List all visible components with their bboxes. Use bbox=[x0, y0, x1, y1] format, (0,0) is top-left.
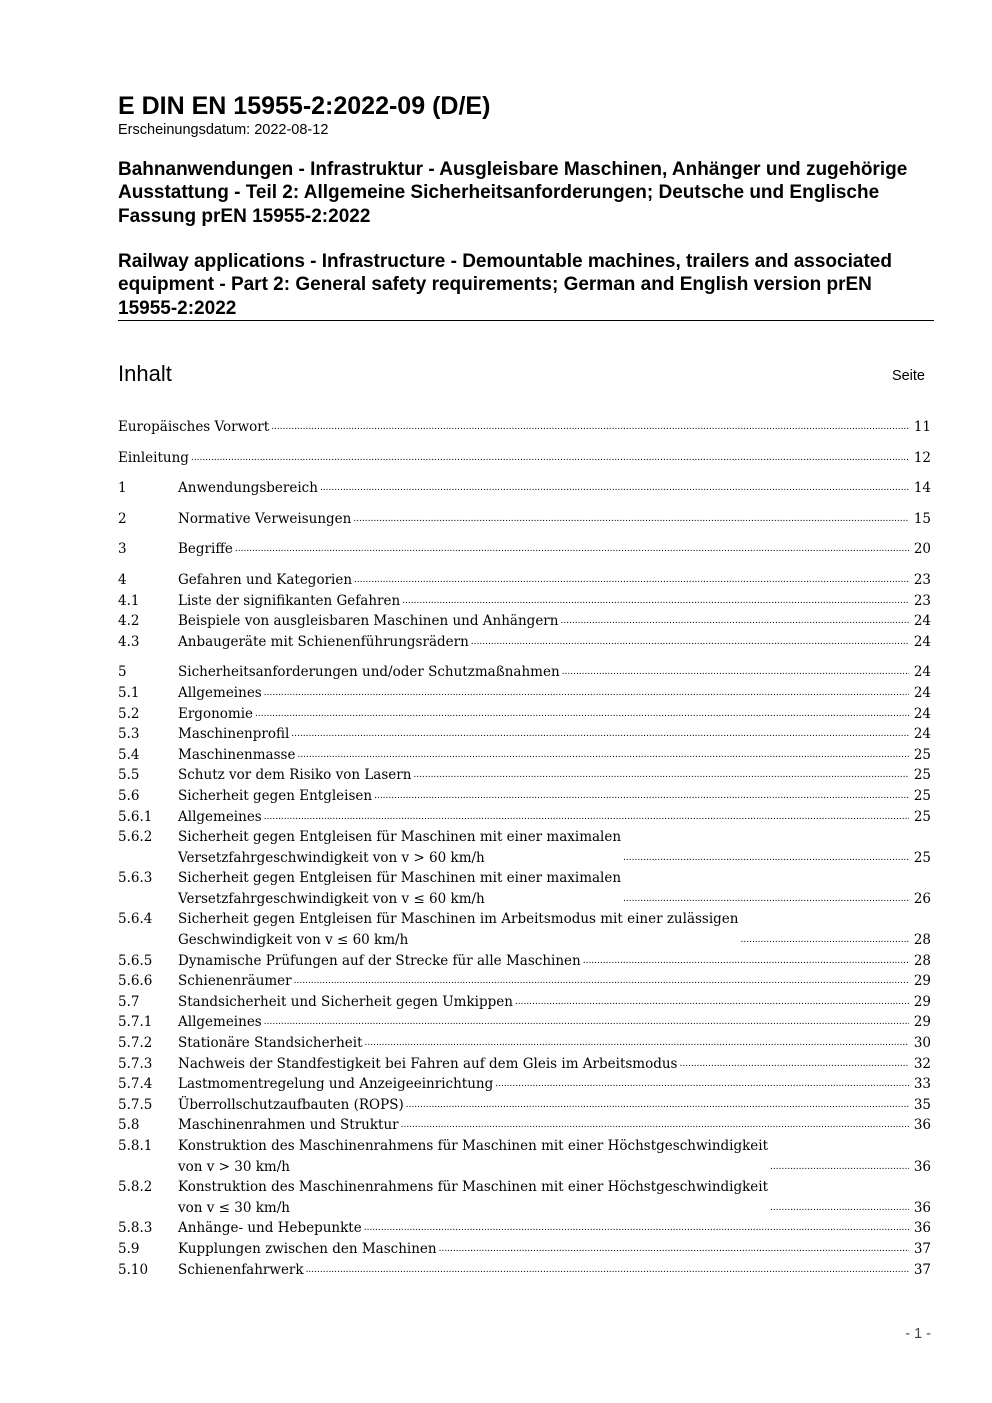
toc-entry-page: 28 bbox=[913, 952, 931, 969]
toc-entry-number: 5.7.1 bbox=[118, 1014, 153, 1031]
toc-entry[interactable] bbox=[118, 951, 931, 972]
toc-entry-page: 33 bbox=[913, 1076, 931, 1093]
toc-entry-page: 25 bbox=[913, 767, 931, 784]
toc-entry-title: Maschinenprofil bbox=[178, 726, 290, 743]
toc-entry-number: 5.6.3 bbox=[118, 870, 153, 887]
toc-entry-page: 24 bbox=[913, 705, 931, 722]
toc-entry[interactable] bbox=[118, 478, 931, 499]
toc-entry-number: 5.7.4 bbox=[118, 1076, 153, 1093]
toc-dot-leader bbox=[271, 415, 909, 438]
toc-entry-title: Europäisches Vorwort bbox=[118, 419, 270, 435]
toc-entry-page: 25 bbox=[913, 787, 931, 804]
toc-dot-leader bbox=[471, 630, 909, 653]
toc-entry-title: Überrollschutzaufbauten (ROPS) bbox=[178, 1096, 404, 1113]
toc-page-column-label: Seite bbox=[891, 368, 925, 384]
toc-entry-title: Sicherheit gegen Entgleisen für Maschinen mit einer maximalen bbox=[178, 829, 622, 846]
toc-entry-title: Konstruktion des Maschinenrahmens für Maschinen mit einer Höchstgeschwindigkeit bbox=[178, 1138, 769, 1154]
toc-entry[interactable] bbox=[118, 724, 931, 745]
toc-entry-number: 5 bbox=[118, 664, 127, 681]
table-of-contents bbox=[118, 417, 931, 1280]
toc-entry-title: Normative Verweisungen bbox=[178, 510, 352, 527]
toc-entry-title: Beispiele von ausgleisbaren Maschinen und Anhängern bbox=[178, 613, 559, 630]
toc-entry-page: 14 bbox=[913, 480, 931, 497]
toc-entry-number: 5.2 bbox=[118, 705, 140, 722]
toc-entry-page: 24 bbox=[913, 613, 931, 630]
toc-dot-leader bbox=[306, 1258, 909, 1281]
toc-entry-title: Lastmomentregelung und Anzeigeeinrichtung bbox=[178, 1076, 494, 1093]
toc-entry-title: Maschinenmasse bbox=[178, 746, 296, 763]
toc-entry[interactable] bbox=[118, 807, 931, 828]
toc-entry-number: 5.8.3 bbox=[118, 1220, 153, 1237]
title-german: Bahnanwendungen - Infrastruktur - Ausgleisbare Maschinen, Anhänger und zugehörige Ausstattung - Teil 2: Allgemeine Sicherheitsanforderungen; Deutsche und Englische Fassung prEN 15955-2:2022 bbox=[118, 159, 908, 227]
toc-entry-title: Sicherheit gegen Entgleisen für Maschinen im Arbeitsmodus mit einer zulässigen bbox=[178, 911, 739, 928]
toc-dot-leader bbox=[562, 660, 909, 683]
toc-entry-title: Gefahren und Kategorien bbox=[178, 571, 353, 588]
toc-dot-leader bbox=[255, 702, 909, 725]
toc-entry-title: Allgemeines bbox=[178, 808, 262, 825]
toc-entry[interactable] bbox=[118, 448, 931, 469]
toc-entry-number: 5.8.1 bbox=[118, 1138, 153, 1154]
toc-entry-number: 5.7.5 bbox=[118, 1096, 153, 1113]
toc-dot-leader bbox=[353, 507, 909, 530]
toc-entry-title: Standsicherheit und Sicherheit gegen Umkippen bbox=[178, 993, 513, 1010]
toc-dot-leader bbox=[264, 681, 909, 704]
toc-entry[interactable] bbox=[118, 570, 931, 591]
toc-entry-page: 20 bbox=[913, 541, 931, 558]
toc-entry-page: 12 bbox=[913, 449, 931, 466]
toc-entry[interactable] bbox=[118, 1177, 931, 1218]
toc-dot-leader bbox=[406, 1093, 909, 1116]
toc-dot-leader bbox=[402, 589, 909, 612]
toc-dot-leader bbox=[291, 722, 909, 745]
toc-entry-page: 24 bbox=[913, 633, 931, 650]
toc-dot-leader bbox=[320, 476, 909, 499]
header-divider bbox=[118, 320, 934, 321]
toc-entry[interactable] bbox=[118, 1260, 931, 1281]
toc-dot-leader bbox=[294, 969, 909, 992]
toc-entry-title: Begriffe bbox=[178, 541, 233, 558]
toc-entry-page: 25 bbox=[913, 849, 931, 866]
toc-entry-number: 4.1 bbox=[118, 592, 140, 609]
toc-entry-title: Nachweis der Standfestigkeit bei Fahren auf dem Gleis im Arbeitsmodus bbox=[178, 1055, 678, 1072]
toc-dot-leader bbox=[515, 990, 909, 1013]
toc-entry-page: 28 bbox=[913, 932, 931, 949]
toc-entry-title: Stationäre Standsicherheit bbox=[178, 1035, 363, 1052]
toc-entry-title-continued: von v > 30 km/h bbox=[178, 1158, 290, 1175]
toc-entry-page: 23 bbox=[913, 571, 931, 588]
toc-dot-leader bbox=[583, 949, 909, 972]
toc-entry-title: Sicherheit gegen Entgleisen bbox=[178, 787, 373, 804]
toc-entry-page: 24 bbox=[913, 664, 931, 681]
toc-dot-leader bbox=[401, 1113, 909, 1136]
toc-dot-leader bbox=[413, 763, 909, 786]
toc-entry-title: Anbaugeräte mit Schienenführungsrädern bbox=[178, 633, 469, 650]
toc-entry[interactable] bbox=[118, 1012, 931, 1033]
toc-entry-title: Anwendungsbereich bbox=[178, 480, 318, 497]
toc-entry-number: 5.6.5 bbox=[118, 952, 153, 969]
toc-entry[interactable] bbox=[118, 1136, 931, 1177]
toc-entry[interactable] bbox=[118, 662, 931, 683]
toc-entry-number: 5.6.6 bbox=[118, 973, 153, 990]
toc-entry-page: 37 bbox=[913, 1261, 931, 1278]
toc-dot-leader bbox=[495, 1072, 909, 1095]
toc-dot-leader bbox=[354, 568, 909, 591]
toc-entry[interactable] bbox=[118, 417, 931, 438]
toc-entry[interactable] bbox=[118, 992, 931, 1013]
toc-entry-number: 2 bbox=[118, 510, 127, 527]
toc-entry-title-continued: von v ≤ 30 km/h bbox=[178, 1199, 290, 1216]
toc-entry-title: Konstruktion des Maschinenrahmens für Maschinen mit einer Höchstgeschwindigkeit bbox=[178, 1179, 769, 1196]
toc-entry-page: 32 bbox=[913, 1055, 931, 1072]
page-number: - 1 - bbox=[905, 1326, 931, 1342]
toc-dot-leader bbox=[439, 1237, 909, 1260]
toc-dot-leader bbox=[235, 537, 909, 560]
toc-entry-title: Liste der signifikanten Gefahren bbox=[178, 592, 401, 609]
toc-entry-title: Kupplungen zwischen den Maschinen bbox=[178, 1240, 437, 1257]
toc-entry-number: 5.6.1 bbox=[118, 808, 153, 825]
toc-entry-title-continued: Versetzfahrgeschwindigkeit von v ≤ 60 km/h bbox=[178, 890, 485, 907]
toc-entry-title: Dynamische Prüfungen auf der Strecke für alle Maschinen bbox=[178, 952, 581, 969]
toc-entry-title-continued: Versetzfahrgeschwindigkeit von v > 60 km/h bbox=[178, 849, 485, 866]
toc-entry-page: 26 bbox=[913, 890, 931, 907]
toc-entry[interactable] bbox=[118, 745, 931, 766]
toc-entry-number: 5.9 bbox=[118, 1240, 140, 1257]
toc-entry[interactable] bbox=[118, 509, 931, 530]
toc-entry-page: 24 bbox=[913, 684, 931, 701]
toc-entry-number: 5.10 bbox=[118, 1261, 149, 1278]
toc-dot-leader bbox=[297, 743, 909, 766]
toc-entry-title: Einleitung bbox=[118, 449, 189, 466]
toc-entry-page: 23 bbox=[913, 592, 931, 609]
toc-entry[interactable] bbox=[118, 868, 931, 909]
toc-dot-leader bbox=[623, 846, 909, 869]
toc-entry-title: Schutz vor dem Risiko von Lasern bbox=[178, 767, 412, 784]
toc-entry-number: 5.7.3 bbox=[118, 1055, 153, 1072]
toc-entry-number: 4 bbox=[118, 571, 127, 588]
toc-entry-title: Allgemeines bbox=[178, 684, 262, 701]
toc-entry-page: 29 bbox=[913, 993, 931, 1010]
toc-dot-leader bbox=[191, 446, 909, 469]
toc-entry-page: 36 bbox=[913, 1220, 931, 1237]
toc-dot-leader bbox=[560, 609, 909, 632]
toc-entry-page: 15 bbox=[913, 510, 931, 527]
publication-date: Erscheinungsdatum: 2022-08-12 bbox=[118, 122, 329, 138]
toc-entry[interactable] bbox=[118, 1095, 931, 1116]
toc-entry[interactable] bbox=[118, 1115, 931, 1136]
toc-dot-leader bbox=[364, 1216, 909, 1239]
toc-entry[interactable] bbox=[118, 1054, 931, 1075]
toc-entry[interactable] bbox=[118, 683, 931, 704]
toc-entry-page: 36 bbox=[913, 1199, 931, 1216]
toc-entry[interactable] bbox=[118, 591, 931, 612]
toc-entry-number: 3 bbox=[118, 541, 127, 558]
toc-entry[interactable] bbox=[118, 1239, 931, 1260]
toc-dot-leader bbox=[374, 784, 909, 807]
toc-entry[interactable] bbox=[118, 786, 931, 807]
toc-entry-page: 25 bbox=[913, 808, 931, 825]
toc-entry-title: Sicherheitsanforderungen und/oder Schutzmaßnahmen bbox=[178, 664, 560, 681]
toc-dot-leader bbox=[365, 1031, 910, 1054]
toc-entry-page: 24 bbox=[913, 726, 931, 743]
toc-entry[interactable] bbox=[118, 971, 931, 992]
toc-dot-leader bbox=[770, 1155, 909, 1178]
toc-entry[interactable] bbox=[118, 827, 931, 868]
toc-entry[interactable] bbox=[118, 611, 931, 632]
toc-entry-page: 29 bbox=[913, 973, 931, 990]
toc-entry[interactable] bbox=[118, 909, 931, 950]
toc-entry-title: Allgemeines bbox=[178, 1014, 262, 1031]
toc-entry-number: 5.6.2 bbox=[118, 829, 153, 846]
toc-entry-number: 5.6 bbox=[118, 787, 140, 804]
toc-entry-number: 1 bbox=[118, 480, 127, 497]
toc-entry[interactable] bbox=[118, 1218, 931, 1239]
toc-entry-page: 36 bbox=[913, 1117, 931, 1134]
toc-dot-leader bbox=[623, 887, 909, 910]
toc-entry-number: 4.2 bbox=[118, 613, 140, 630]
toc-entry-page: 11 bbox=[913, 419, 931, 435]
toc-entry-title: Ergonomie bbox=[178, 705, 254, 722]
toc-entry-number: 5.5 bbox=[118, 767, 140, 784]
toc-entry-title: Maschinenrahmen und Struktur bbox=[178, 1117, 399, 1134]
toc-dot-leader bbox=[741, 928, 910, 951]
toc-dot-leader bbox=[770, 1196, 909, 1219]
toc-entry-page: 30 bbox=[913, 1035, 931, 1052]
toc-entry-number: 5.1 bbox=[118, 684, 140, 701]
toc-entry-number: 5.6.4 bbox=[118, 911, 153, 928]
toc-entry-page: 37 bbox=[913, 1240, 931, 1257]
title-english: Railway applications - Infrastructure - Demountable machines, trailers and associated equipment - Part 2: General safety requirements; German and English version prEN 15955-2:2022 bbox=[118, 251, 892, 319]
toc-entry-title-continued: Geschwindigkeit von v ≤ 60 km/h bbox=[178, 932, 409, 949]
toc-entry-number: 5.8 bbox=[118, 1117, 140, 1134]
toc-entry[interactable] bbox=[118, 1033, 931, 1054]
toc-entry[interactable] bbox=[118, 632, 931, 653]
toc-entry-page: 36 bbox=[913, 1158, 931, 1175]
toc-dot-leader bbox=[264, 805, 909, 828]
document-id: E DIN EN 15955-2:2022-09 (D/E) bbox=[118, 92, 491, 120]
toc-entry-title: Anhänge- und Hebepunkte bbox=[178, 1220, 362, 1237]
toc-entry[interactable] bbox=[118, 539, 931, 560]
toc-entry-title: Schienenräumer bbox=[178, 973, 292, 990]
toc-entry-title: Sicherheit gegen Entgleisen für Maschinen mit einer maximalen bbox=[178, 870, 622, 887]
toc-entry-number: 5.8.2 bbox=[118, 1179, 153, 1196]
toc-entry-number: 5.3 bbox=[118, 726, 140, 743]
toc-heading: Inhalt bbox=[118, 361, 172, 386]
toc-entry-number: 4.3 bbox=[118, 633, 140, 650]
toc-entry-number: 5.4 bbox=[118, 746, 140, 763]
toc-entry-title: Schienenfahrwerk bbox=[178, 1261, 304, 1278]
toc-entry-page: 25 bbox=[913, 746, 931, 763]
toc-entry[interactable] bbox=[118, 1074, 931, 1095]
toc-entry-page: 29 bbox=[913, 1014, 931, 1031]
toc-entry-number: 5.7.2 bbox=[118, 1035, 153, 1052]
toc-dot-leader bbox=[264, 1010, 909, 1033]
toc-entry-number: 5.7 bbox=[118, 993, 140, 1010]
toc-dot-leader bbox=[680, 1052, 910, 1075]
toc-entry[interactable] bbox=[118, 704, 931, 725]
toc-entry-page: 35 bbox=[913, 1096, 931, 1113]
toc-entry[interactable] bbox=[118, 765, 931, 786]
